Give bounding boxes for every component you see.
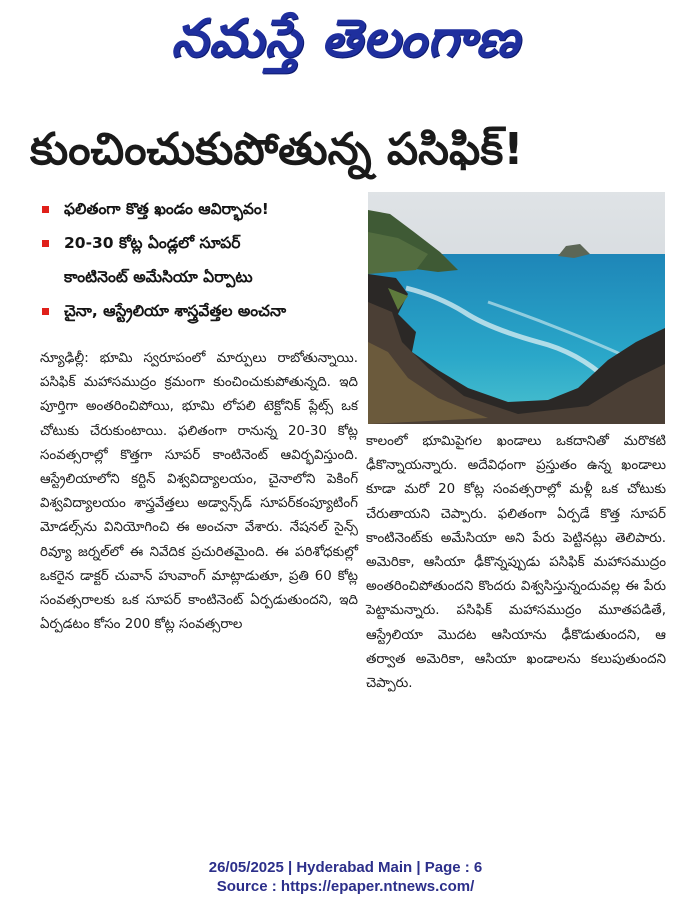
coastline-photo <box>368 192 665 424</box>
highlight-text: ఫలితంగా కొత్త ఖండం ఆవిర్భావం! <box>64 200 269 218</box>
headline: కుంచించుకుపోతున్న పసిఫిక్! <box>30 124 524 175</box>
highlight-item <box>40 226 370 294</box>
article-text: కాలంలో భూమిపైగల ఖండాలు ఒకదానితో మరొకటి ఢీకొన్నాయన్నారు. అదేవిధంగా ప్రస్తుతం ఉన్న ఖండాలు కూడా మరో 20 కోట్ల సంవత్సరాల్లో మళ్లీ ఒక చోటుకు చేరుతాయని చెప్పారు. ఫలితంగా ఏర్పడే కొత్త సూపర్ కాంటినెంట్‌కు అమేసియా అని పేరు పెట్టినట్లు తెలిపారు. అమెరికా, ఆసియా ఢీకొన్నప్పుడు పసిఫిక్ మహాసముద్రం అంతరించిపోతుందని కొందరు విశ్వసిస్తున్నందువల్ల ఈ పేరు పెట్టామన్నారు. పసిఫిక్ మహాసముద్రం మూతపడితే, ఆస్ట్రేలియా మొదట ఆసియాను ఢీకొడుతుందని, ఆ తర్వాత అమెరికా, ఆసియా ఖండాలను కలుపుతుందని చెప్పారు. <box>366 434 666 692</box>
bullet-square-icon <box>42 206 49 213</box>
bullet-square-icon <box>42 240 49 247</box>
article-text: న్యూఢిల్లీ: భూమి స్వరూపంలో మార్పులు రాబోతున్నాయి. పసిఫిక్ మహాసముద్రం క్రమంగా కుంచించుకుపోతున్నది. ఇది పూర్తిగా అంతరించిపోయి, భూమి లోపలి టెక్టోనిక్ ప్లేట్స్ ఒక చోటుకు చేరుకుంటాయి. ఫలితంగా రానున్న 20-30 కోట్ల సంవత్సరాల్లో కొత్తగా సూపర్ కాంటినెంట్ ఆవిర్భవిస్తుంది. ఆస్ట్రేలియాలోని కర్టిన్ విశ్వవిద్యాలయం, చైనాలోని పెకింగ్ విశ్వవిద్యాలయం శాస్త్రవేత్తలు అడ్వాన్స్‌డ్ సూపర్‌కంప్యూటింగ్ మోడల్స్‌ను వినియోగించి ఈ అంచనా వేశారు. నేషనల్ సైన్స్ రివ్యూ జర్నల్‌లో ఈ నివేదిక ప్రచురితమైంది. ఈ పరిశోధకుల్లో ఒకరైన డాక్టర్ చువాన్ హువాంగ్ మాట్లాడుతూ, ప్రతి 60 కోట్ల సంవత్సరాలకు ఒక సూపర్ కాంటినెంట్ ఏర్పడుతుందని, ఇది ఏర్పడటం కోసం 200 కోట్ల సంవత్సరాల <box>40 351 358 633</box>
highlight-text: 20-30 కోట్ల ఏండ్లలో సూపర్ <box>64 234 241 252</box>
edition-info: 26/05/2025 | Hyderabad Main | Page : 6 <box>208 859 483 876</box>
article-column-left <box>40 347 358 637</box>
highlight-text-continued: కాంటినెంట్ అమేసియా ఏర్పాటు <box>64 268 253 286</box>
highlight-item <box>40 294 370 328</box>
article-column-right <box>366 430 666 696</box>
highlight-text: చైనా, ఆస్ట్రేలియా శాస్త్రవేత్తల అంచనా <box>64 302 287 320</box>
page-footer <box>0 858 691 896</box>
source-link[interactable]: Source : https://epaper.ntnews.com/ <box>216 878 475 895</box>
bullet-square-icon <box>42 308 49 315</box>
highlights-list <box>40 192 370 328</box>
highlight-item <box>40 192 370 226</box>
newspaper-logo: నమస్తే తెలంగాణ <box>171 9 520 69</box>
